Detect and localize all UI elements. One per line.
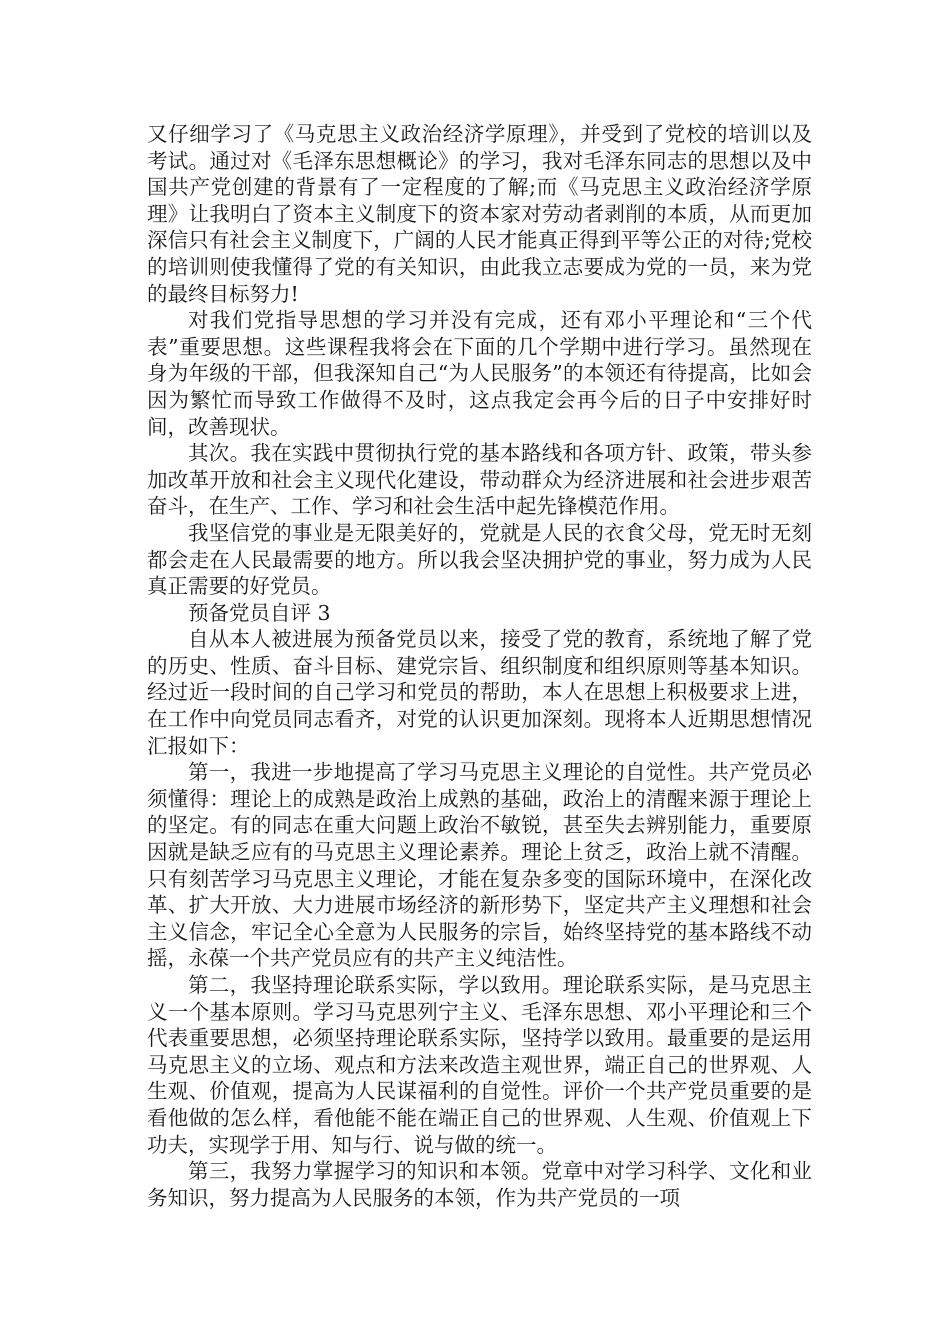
paragraph-point-one: 第一，我进一步地提高了学习马克思主义理论的自觉性。共产党员必须懂得：理论上的成熟是政治上成熟的基础，政治上的清醒来源于理论上的坚定。有的同志在重大问题上政治不敏锐，甚至失去辨别能力，重要原因就是缺乏应有的马克思主义理论素养。理论上贫乏，政治上就不清醒。只有刻苦学习马克思主义理论，才能在复杂多变的国际环境中，在深化改革、扩大开放、大力进展市场经济的新形势下，坚定共产主义理想和社会主义信念，牢记全心全意为人民服务的宗旨，始终坚持党的基本路线不动摇，永葆一个共产党员应有的共产主义纯洁性。 — [147, 760, 812, 971]
document-body — [147, 121, 812, 1211]
paragraph-party-theory-study: 对我们党指导思想的学习并没有完成，还有邓小平理论和“三个代表”重要思想。这些课程我将会在下面的几个学期中进行学习。虽然现在身为年级的干部，但我深知自己“为人民服务”的本领还有待提高，比如会因为繁忙而导致工作做得不及时，这点我定会再今后的日子中安排好时间，改善现状。 — [147, 308, 812, 439]
paragraph-belief: 我坚信党的事业是无限美好的，党就是人民的衣食父母，党无时无刻都会走在人民最需要的地方。所以我会坚决拥护党的事业，努力成为人民真正需要的好党员。 — [147, 520, 812, 599]
paragraph-practice: 其次。我在实践中贯彻执行党的基本路线和各项方针、政策，带头参加改革开放和社会主义现代化建设，带动群众为经济进展和社会进步艰苦奋斗，在生产、工作、学习和社会生活中起先锋模范作用。 — [147, 441, 812, 519]
paragraph-point-three: 第三，我努力掌握学习的知识和本领。党章中对学习科学、文化和业务知识，努力提高为人民服务的本领，作为共产党员的一项 — [147, 1159, 812, 1210]
paragraph-point-two: 第二，我坚持理论联系实际，学以致用。理论联系实际，是马克思主义一个基本原则。学习马克思列宁主义、毛泽东思想、邓小平理论和三个代表重要思想，必须坚持理论联系实际，坚持学以致用。最重要的是运用马克思主义的立场、观点和方法来改造主观世界，端正自己的世界观、人生观、价值观，提高为人民谋福利的自觉性。评价一个共产党员重要的是看他做的怎么样，看他能不能在端正自己的世界观、人生观、价值观上下功夫，实现学于用、知与行、说与做的统一。 — [147, 973, 812, 1157]
paragraph-continuation: 又仔细学习了《马克思主义政治经济学原理》，并受到了党校的培训以及考试。通过对《毛泽东思想概论》的学习，我对毛泽东同志的思想以及中国共产党创建的背景有了一定程度的了解;而《马克思主义政治经济学原理》让我明白了资本主义制度下的资本家对劳动者剥削的本质，从而更加深信只有社会主义制度下，广阔的人民才能真正得到平等公正的对待;党校的培训则使我懂得了党的有关知识，由此我立志要成为党的一员，来为党的最终目标努力! — [147, 122, 812, 306]
paragraph-self-introduction: 自从本人被进展为预备党员以来，接受了党的教育，系统地了解了党的历史、性质、奋斗目标、建党宗旨、组织制度和组织原则等基本知识。经过近一段时间的自己学习和党员的帮助，本人在思想上积极要求上进，在工作中向党员同志看齐，对党的认识更加深刻。现将本人近期思想情况汇报如下： — [147, 627, 812, 758]
section-heading: 预备党员自评 3 — [188, 600, 331, 625]
